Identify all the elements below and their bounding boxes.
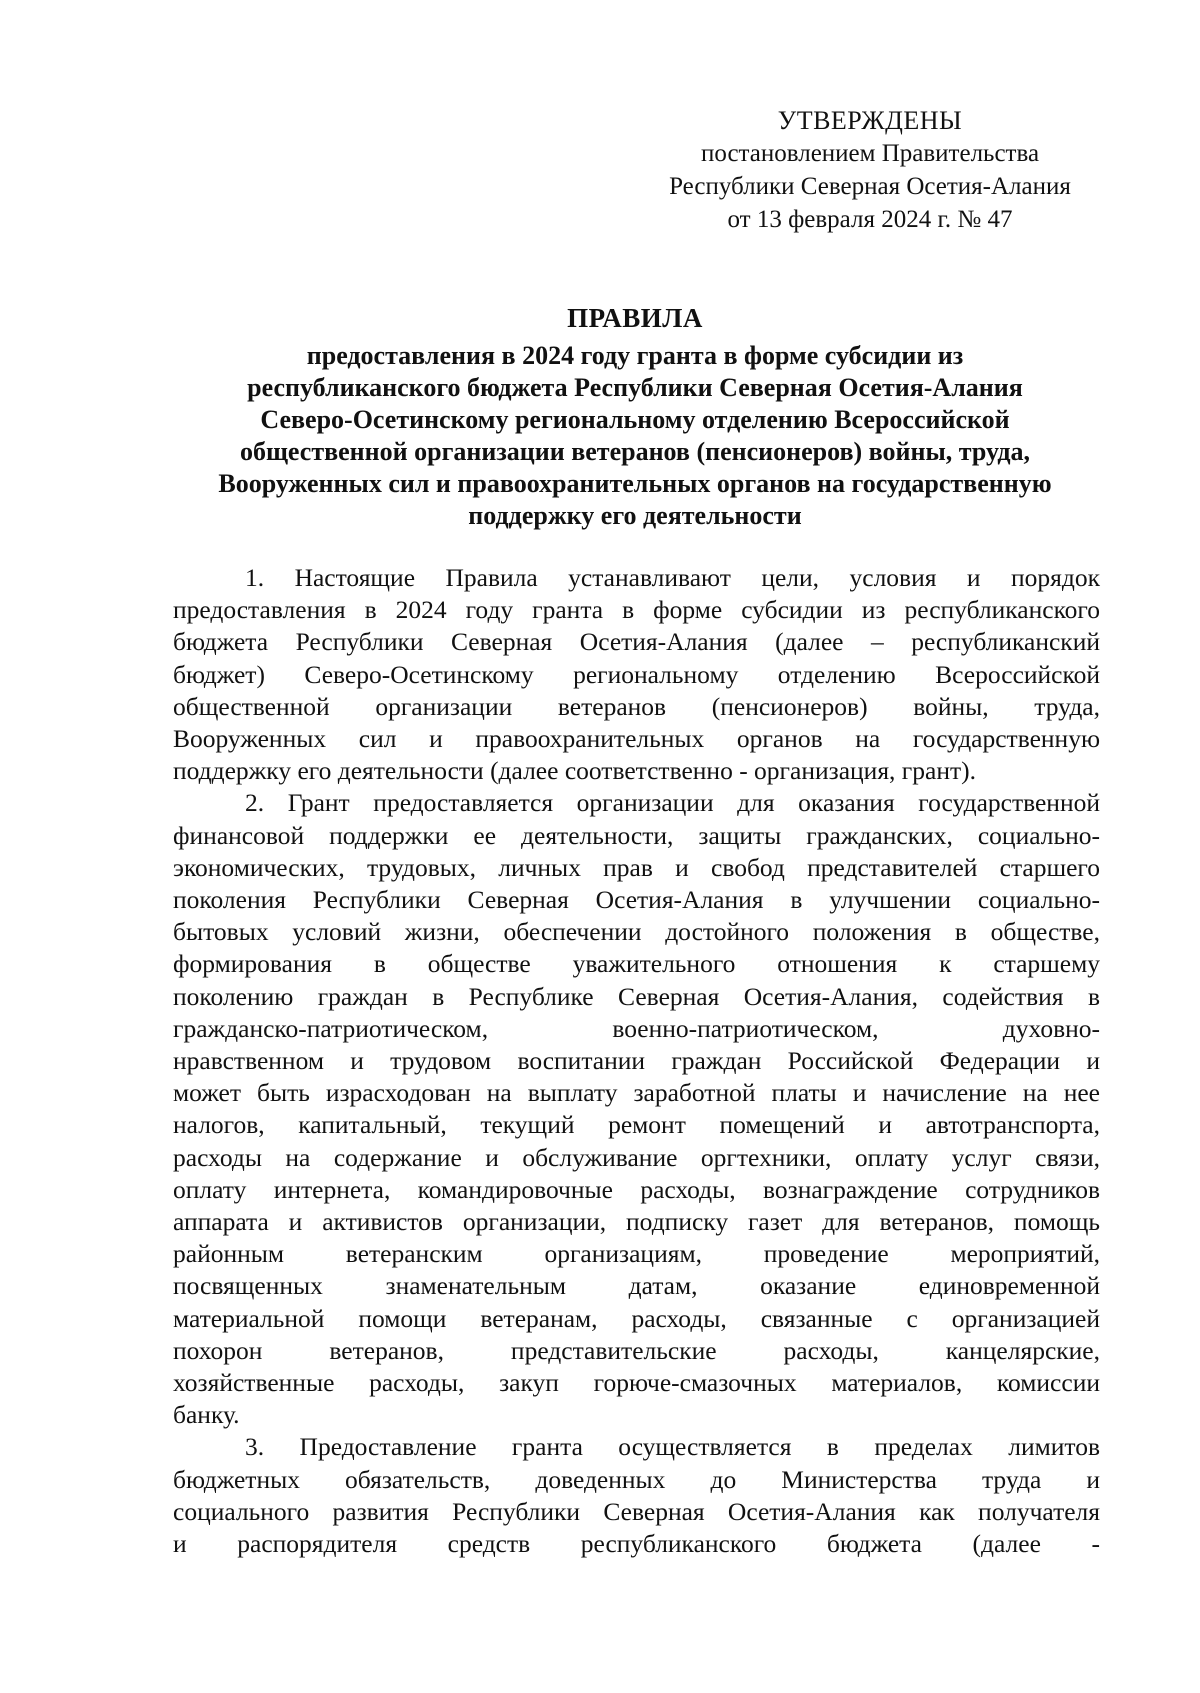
approval-title: УТВЕРЖДЕНЫ xyxy=(777,106,963,135)
text-line: районным ветеранским организациям, проведение мероприятий, xyxy=(173,1239,1100,1269)
paragraph-2 xyxy=(173,787,1100,1431)
text-line: налогов, капитальный, текущий ремонт помещений и автотранспорта, xyxy=(173,1110,1100,1140)
text-line: гражданско-патриотическом, военно-патриотическом, духовно- xyxy=(173,1013,1100,1043)
text-line: поддержку его деятельности (далее соответственно - организация, грант). xyxy=(173,756,976,786)
heading-line: Северо-Осетинскому региональному отделению Всероссийской xyxy=(260,405,1010,434)
text-line: хозяйственные расходы, закуп горюче-смазочных материалов, комиссии xyxy=(173,1368,1100,1398)
text-line: социального развития Республики Северная Осетия-Алания как получателя xyxy=(173,1496,1100,1526)
text-line: может быть израсходован на выплату заработной платы и начисление на нее xyxy=(173,1078,1100,1108)
text-line: оплату интернета, командировочные расходы, вознаграждение сотрудников xyxy=(173,1174,1100,1204)
text-line: 2. Грант предоставляется организации для оказания государственной xyxy=(245,788,1100,818)
text-line: формирования в обществе уважительного отношения к старшему xyxy=(173,949,1100,979)
heading-line: общественной организации ветеранов (пенсионеров) войны, труда, xyxy=(239,437,1031,466)
text-line: бюджетных обязательств, доведенных до Министерства труда и xyxy=(173,1464,1100,1494)
text-line: материальной помощи ветеранам, расходы, связанные с организацией xyxy=(173,1303,1100,1333)
approval-line: от 13 февраля 2024 г. № 47 xyxy=(727,206,1013,233)
paragraph-1 xyxy=(173,562,1100,787)
text-line: общественной организации ветеранов (пенсионеров) войны, труда, xyxy=(173,691,1100,721)
document-heading xyxy=(170,302,1100,532)
heading-line: Вооруженных сил и правоохранительных органов на государственную xyxy=(218,469,1052,498)
heading-line: республиканского бюджета Республики Северная Осетия-Алания xyxy=(247,373,1023,402)
text-line: посвященных знаменательным датам, оказание единовременной xyxy=(173,1271,1100,1301)
text-line: поколения Республики Северная Осетия-Алания в улучшении социально- xyxy=(173,885,1100,915)
text-line: и распорядителя средств республиканского бюджета (далее - xyxy=(173,1529,1100,1559)
text-line: расходы на содержание и обслуживание оргтехники, оплату услуг связи, xyxy=(173,1142,1100,1172)
text-line: бюджет) Северо-Осетинскому региональному отделению Всероссийской xyxy=(173,659,1100,689)
text-line: поколению граждан в Республике Северная Осетия-Алания, содействия в xyxy=(173,981,1100,1011)
text-line: Вооруженных сил и правоохранительных органов на государственную xyxy=(173,724,1100,754)
text-line: банку. xyxy=(173,1400,240,1430)
text-line: нравственном и трудовом воспитании граждан Российской Федерации и xyxy=(173,1046,1100,1076)
text-line: экономических, трудовых, личных прав и свобод представителей старшего xyxy=(173,852,1100,882)
document-type-title: ПРАВИЛА xyxy=(567,303,703,333)
text-line: предоставления в 2024 году гранта в форме субсидии из республиканского xyxy=(173,595,1100,625)
text-line: похорон ветеранов, представительские расходы, канцелярские, xyxy=(173,1335,1100,1365)
heading-line: предоставления в 2024 году гранта в форме субсидии из xyxy=(306,341,964,370)
text-line: бюджета Республики Северная Осетия-Алания (далее – республиканский xyxy=(173,627,1100,657)
text-line: 3. Предоставление гранта осуществляется в пределах лимитов xyxy=(245,1432,1100,1462)
heading-line: поддержку его деятельности xyxy=(468,501,802,530)
paragraph-3 xyxy=(173,1431,1100,1560)
text-line: финансовой поддержки ее деятельности, защиты гражданских, социально- xyxy=(173,820,1100,850)
document-body xyxy=(173,562,1100,1560)
approval-stamp xyxy=(620,104,1120,236)
text-line: 1. Настоящие Правила устанавливают цели, условия и порядок xyxy=(245,563,1100,592)
approval-line: постановлением Правительства xyxy=(700,140,1040,167)
text-line: аппарата и активистов организации, подписку газет для ветеранов, помощь xyxy=(173,1207,1100,1237)
text-line: бытовых условий жизни, обеспечении достойного положения в обществе, xyxy=(173,917,1100,947)
approval-line: Республики Северная Осетия-Алания xyxy=(669,173,1071,200)
